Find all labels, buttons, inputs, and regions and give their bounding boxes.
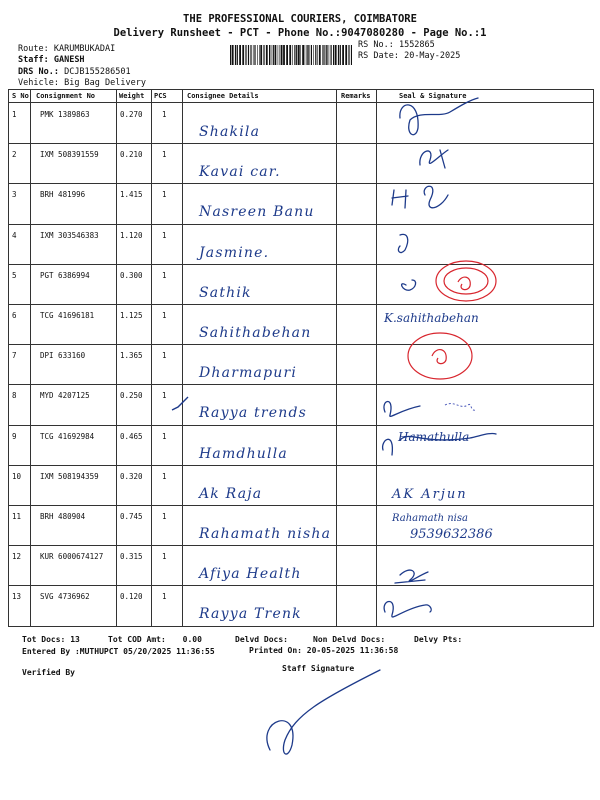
row-weight: 0.465: [120, 431, 143, 441]
route-label: Route:: [18, 44, 49, 54]
staff-value: GANESH: [53, 55, 85, 65]
row-pcs: 1: [162, 512, 167, 521]
signature-row2: [420, 150, 448, 168]
delvd-docs-label: Delvd Docs:: [235, 635, 288, 644]
runsheet-subtitle: Delivery Runsheet - PCT - Phone No.:9047080280 - Page No.:1: [113, 27, 487, 39]
tot-docs-value: 13: [70, 635, 80, 644]
row-sno: 8: [12, 391, 17, 401]
footer-totals: [22, 635, 80, 644]
staff-signature-label: Staff Signature: [282, 664, 355, 673]
row-consignment: IXM 508391559: [40, 150, 99, 160]
row-weight: 0.250: [120, 391, 143, 401]
row-weight: 0.210: [120, 150, 143, 160]
ink-smudge-row8: [445, 404, 476, 411]
row-consignment: SVG 4736962: [40, 592, 90, 602]
row-sno: 2: [12, 150, 17, 160]
row-consignment: TCG 41692984: [40, 431, 95, 441]
row-consignment: PMK 1389863: [40, 110, 90, 119]
tot-cod: [108, 635, 202, 644]
col-remarks: Remarks: [341, 92, 371, 100]
staff-label: Staff:: [18, 55, 49, 65]
delvy-pts-label: Delvy Pts:: [414, 635, 463, 644]
row-sno: 9: [12, 431, 17, 441]
row-weight: 0.270: [120, 110, 143, 119]
row-weight: 1.120: [120, 230, 143, 240]
rs-no-value: 1552865: [398, 40, 435, 50]
rs-no-label: RS No.:: [358, 40, 394, 50]
tot-docs-label: Tot Docs:: [22, 635, 66, 644]
signature-phone-row11: 9539632386: [410, 527, 493, 542]
signature-text-row11: Rahamath nisa: [392, 513, 468, 524]
row-consignee: Afiya Health: [199, 566, 302, 583]
signature-row13: [384, 601, 431, 616]
row-sno: 11: [12, 512, 22, 521]
signature-row1: [400, 98, 478, 135]
row-sno: 12: [12, 552, 22, 562]
row-sno: 13: [12, 592, 22, 602]
row-pcs: 1: [162, 270, 167, 280]
row-sno: 5: [12, 270, 17, 280]
row-pcs: 1: [162, 391, 167, 401]
vehicle-label: Vehicle:: [18, 78, 59, 88]
entered-by: Entered By :MUTHUPCT 05/20/2025 11:36:55: [22, 647, 215, 656]
row-pcs: 1: [162, 230, 167, 240]
row-consignment: BRH 480904: [40, 512, 86, 521]
row-pcs: 1: [162, 471, 167, 481]
row-sno: 10: [12, 471, 22, 481]
row-pcs: 1: [162, 110, 167, 119]
row-sno: 7: [12, 351, 17, 361]
row-weight: 0.315: [120, 552, 143, 562]
signature-row4: [398, 234, 407, 252]
vehicle-value: Big Bag Delivery: [64, 78, 146, 88]
company-title: THE PROFESSIONAL COURIERS, COIMBATORE: [183, 13, 417, 25]
row-consignment: MYD 4207125: [40, 391, 90, 401]
staff-signature-drawing: [267, 670, 380, 754]
row-sno: 4: [12, 230, 17, 240]
tot-cod-value: 0.00: [182, 635, 202, 644]
row-sno: 3: [12, 190, 17, 200]
drs-value: DCJB155286501: [64, 67, 131, 77]
row-consignment: IXM 508194359: [40, 471, 99, 481]
row-consignee: Sahithabehan: [199, 325, 312, 341]
signature-row3: [392, 186, 448, 208]
row-weight: 0.745: [120, 512, 143, 521]
red-stamp-row7: [408, 333, 472, 379]
row-consignment: DPI 633160: [40, 351, 86, 361]
rs-date-label: RS Date:: [358, 51, 399, 61]
rs-date-value: 20-May-2025: [404, 51, 461, 61]
col-consignee: Consignee Details: [187, 92, 259, 100]
row-consignment: TCG 41696181: [40, 311, 95, 320]
row-pcs: 1: [162, 552, 167, 562]
signature-row5: [402, 280, 416, 290]
row-consignment: IXM 303546383: [40, 230, 99, 240]
row-sno: 6: [12, 311, 17, 320]
signature-text-row9: Hamathulla: [398, 430, 470, 444]
row-consignee: Kavai car.: [199, 164, 281, 181]
row-consignee: Hamdhulla: [199, 445, 288, 462]
col-sno: S No: [12, 92, 29, 100]
tot-cod-label: Tot COD Amt:: [108, 635, 166, 644]
row-pcs: 1: [162, 431, 167, 441]
verified-by: Verified By: [22, 668, 75, 677]
row-pcs: 1: [162, 592, 167, 602]
row-pcs: 1: [162, 311, 167, 320]
row-weight: 1.125: [120, 311, 143, 320]
red-stamp-row5: [436, 261, 496, 301]
row-consignment: BRH 481996: [40, 190, 86, 200]
row-consignee: Rayya trends: [199, 405, 307, 422]
row-weight: 1.415: [120, 190, 143, 200]
tick-mark-row8: [172, 397, 188, 410]
row-consignment: PGT 6386994: [40, 270, 90, 280]
signature-row8: [384, 401, 420, 416]
row-weight: 0.120: [120, 592, 143, 602]
row-pcs: 1: [162, 190, 167, 200]
col-consignment: Consignment No: [36, 92, 96, 100]
row-weight: 1.365: [120, 351, 143, 361]
col-weight: Weight: [119, 92, 145, 100]
route-value: KARUMBUKADAI: [53, 44, 116, 54]
drs-label: DRS No.:: [18, 67, 59, 77]
col-pcs: PCS: [154, 92, 167, 100]
signature-text-row10: AK Arjun: [392, 487, 468, 502]
row-pcs: 1: [162, 351, 167, 361]
row-weight: 0.300: [120, 270, 143, 280]
row-sno: 1: [12, 110, 17, 119]
row-consignee: Rayya Trenk: [199, 606, 302, 623]
row-consignee: Rahamath nisha: [199, 526, 332, 542]
row-consignee: Nasreen Banu: [199, 204, 315, 221]
row-consignee: Ak Raja: [199, 485, 263, 502]
signature-text-row6: K.sahithabehan: [384, 311, 479, 325]
row-consignee: Shakila: [199, 124, 261, 140]
row-consignee: Jasmine.: [199, 244, 270, 261]
col-signature: Seal & Signature: [399, 92, 467, 100]
row-consignment: KUR 6000674127: [40, 552, 104, 562]
row-pcs: 1: [162, 150, 167, 160]
row-weight: 0.320: [120, 471, 143, 481]
printed-on: Printed On: 20-05-2025 11:36:58: [249, 646, 399, 655]
row-consignee: Dharmapuri: [199, 365, 298, 382]
signature-row12: [395, 570, 428, 583]
non-delvd-docs-label: Non Delvd Docs:: [313, 635, 386, 644]
row-consignee: Sathik: [199, 284, 252, 301]
